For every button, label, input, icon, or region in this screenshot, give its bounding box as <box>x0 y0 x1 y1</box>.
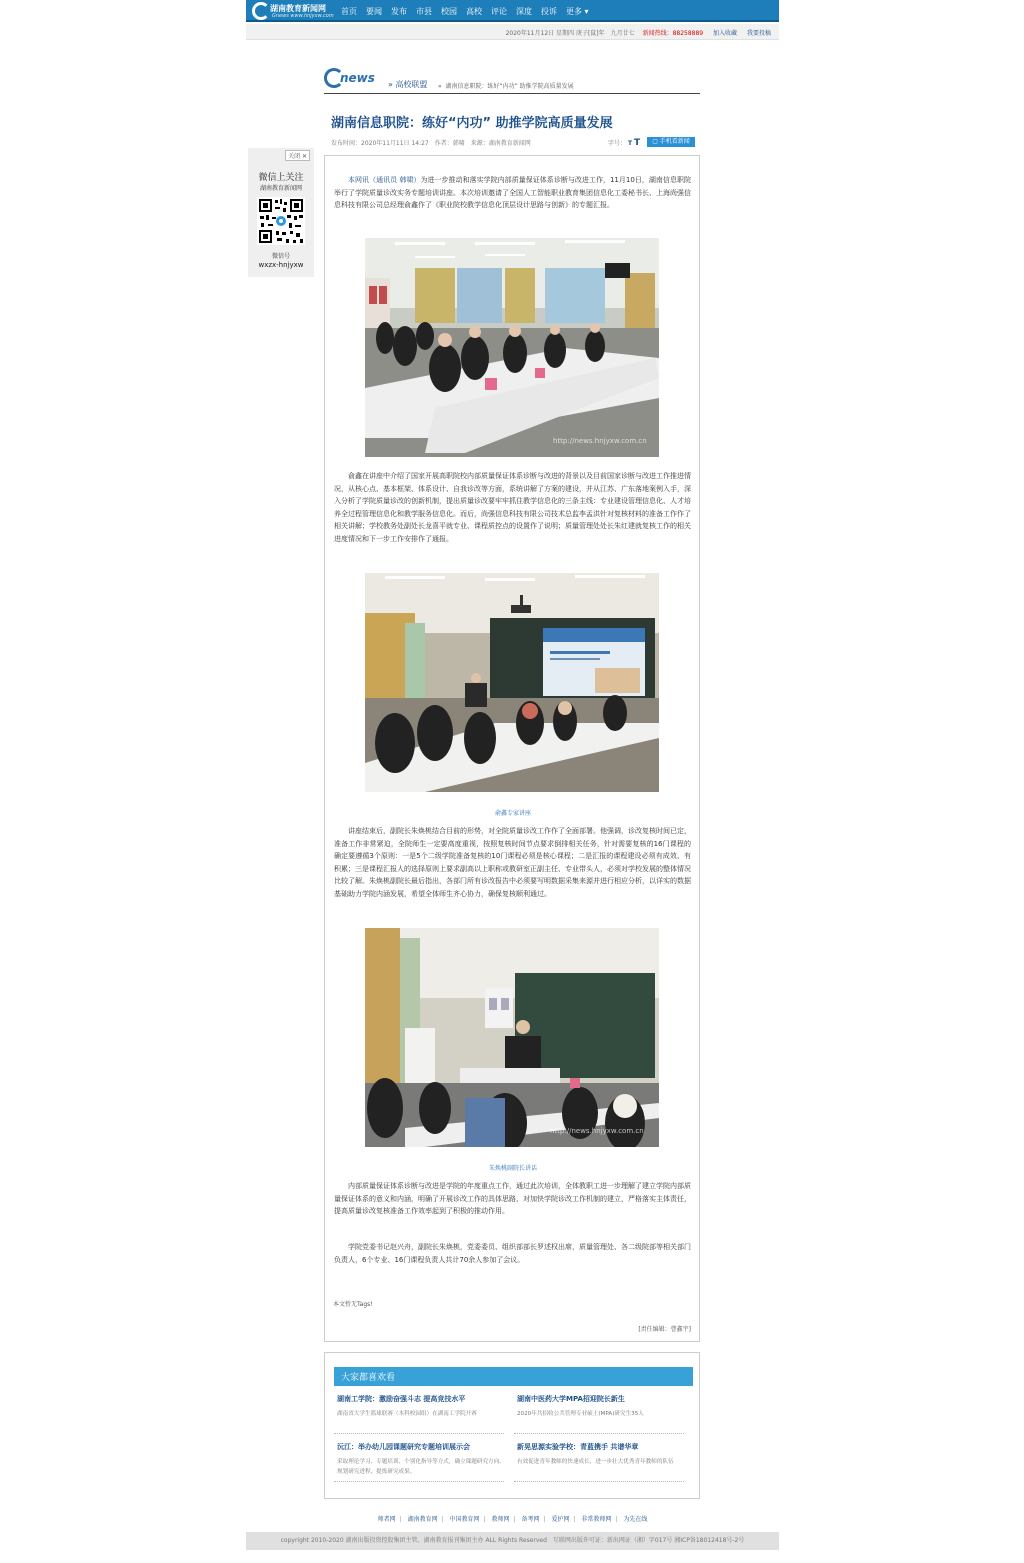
recommend-item[interactable] <box>337 1442 507 1477</box>
recommend-box <box>324 1352 700 1499</box>
byline: 本网讯（通讯员 韩啸） <box>348 176 421 184</box>
menu-item-campus[interactable]: 校园 <box>441 6 457 16</box>
top-info-bar <box>246 24 779 40</box>
main-menu <box>341 0 598 22</box>
footer-link[interactable]: 中国教育网 <box>449 1516 480 1523</box>
recommend-item-title[interactable]: 湖南中医药大学MPA招迎院长新生 <box>517 1395 625 1403</box>
divider <box>334 1433 504 1434</box>
footer-link[interactable]: 教师网 <box>491 1516 510 1523</box>
recommend-item-title[interactable]: 沅江：举办幼儿园课题研究专题培训展示会 <box>337 1443 470 1451</box>
menu-item-release[interactable]: 发布 <box>391 6 407 16</box>
article-meta: 发布时间：2020年11月11日 14:27 作者：韩啸 来源：湖南教育新闻网 <box>331 140 531 147</box>
recommend-item-title[interactable]: 湖南工学院：激励奋强斗志 提高竞技水平 <box>337 1395 466 1403</box>
footer-link[interactable]: 湖南教育网 <box>407 1516 438 1523</box>
wechat-id-label: 微信号 <box>271 253 290 260</box>
contribute-link[interactable]: 我要投稿 <box>746 30 771 37</box>
recommend-item-desc: 采取理论学习、专题培训、个别化指导等方式，确立课题研究方向、规划研究进程、提炼研究成果。 <box>337 1459 505 1475</box>
recommend-item[interactable] <box>517 1442 687 1467</box>
paragraph-2: 俞鑫在讲座中介绍了国家开展高职院校内部质量保证体系诊断与改进的背景以及目前国家诊断与改进工作推进情况，从核心点、基本框架、体系设计、自我诊改等方面，系统讲解了方案的建设，并从江苏、广东落地案例入手，深入分析了学院质量诊改的创新机制，提出质量诊改要牢牢抓住教学信息化的三条主线：专业建设管理信息化、人才培养全过程管理信息化和教学服务信息化。而后，尚强信息科技有限公司技术总监李孟洪针对复核材料的准备工作作了相关讲解；学校教务处副处长龙喜平就专业、课程质控点的设置作了说明；质量管理处处长朱红建就复核工作的相关进度情况和下一步工作安排作了通报。 <box>334 472 691 543</box>
recommend-item[interactable] <box>337 1394 507 1419</box>
font-size-control: 字号： T T <box>608 138 641 148</box>
paragraph-3: 讲座结束后，副院长朱焕桃结合目前的形势，对全院质量诊改工作作了全面部署。他强调，诊改复核时间已定，准备工作非常紧迫，全院师生一定要高度重视，按照复核时间节点要求倒排相关任务，针对需要复核的16门课程的确定要遵循3个原则：一是5个二级学院准备复核的10门课程必须是核心课程；二是汇报的课程建设必须有成效、有积累；三是课程汇报人的选择原则上要求副高以上职称或教研室正副主任、专业带头人，必须对学校发展的整体情况比较了解。朱焕桃副院长最后指出，各部门所有诊改报告中必须要写明数据采集来源并进行相应分析，以详实的数据基础助力学院内涵发展，希望全体师生齐心协力，确保复核顺利通过。 <box>334 827 691 898</box>
article-body <box>324 155 700 1342</box>
site-logo[interactable] <box>252 2 338 20</box>
wechat-sub: 湖南教育新闻网 <box>259 185 302 192</box>
footer-link[interactable]: 师者网 <box>377 1516 396 1523</box>
logo-mark <box>252 2 270 20</box>
footer-link[interactable]: 为先在线 <box>623 1516 648 1523</box>
photo-seminar-audience <box>365 238 659 457</box>
wechat-id: wxzx-hnjyxw <box>258 261 304 269</box>
site-name-sub: Gnews www.hnjyxw.com <box>272 13 334 19</box>
wechat-float <box>248 148 314 277</box>
photo-vice-president-speech <box>365 928 659 1147</box>
photo-expert-lecture <box>365 573 659 792</box>
recommend-item-desc: 有效促进青年教师的快速成长，进一步壮大优秀青年教师的队伍 <box>517 1459 674 1465</box>
divider <box>514 1481 684 1482</box>
footer-link[interactable]: 爱护网 <box>551 1516 570 1523</box>
article-title: 湖南信息职院：练好“内功” 助推学院高质量发展 <box>331 116 613 131</box>
add-favorite-link[interactable]: 加入收藏 <box>713 30 738 37</box>
breadcrumb <box>324 66 700 94</box>
breadcrumb-current: » 湖南信息职院：练好“内功” 助推学院高质量发展 <box>438 83 574 90</box>
paragraph-1: 本网讯（通讯员 韩啸）为进一步推动和落实学院内部质量保证体系诊断与改进工作，11月10日，湖南信息职院举行了学院质量诊改实务专题培训讲座。本次培训邀请了全国人工智能职业教育集团信息化工委秘书长、上海尚强信息科技有限公司总经理俞鑫作了《职业院校教学信息化顶层设计思路与创新》的专题汇报。 <box>334 176 691 210</box>
font-small-button[interactable]: T <box>627 140 633 147</box>
divider <box>334 1481 504 1482</box>
mobile-view-button[interactable]: ▢ 手机看新闻 <box>647 137 695 147</box>
footer-link[interactable]: 非常教师网 <box>581 1516 612 1523</box>
recommend-heading: 大家都喜欢看 <box>334 1367 693 1386</box>
breadcrumb-section[interactable]: » 高校联盟 <box>388 80 428 89</box>
menu-item-county[interactable]: 市县 <box>416 6 432 16</box>
gnews-logo-text: news <box>340 71 375 85</box>
recommend-item-desc: 2020年共招收公共管理专业硕士(MPA)研究生35人 <box>517 1411 644 1417</box>
menu-item-complaint[interactable]: 投诉 <box>541 6 557 16</box>
recommend-item[interactable] <box>517 1394 687 1419</box>
date-text: 2020年11月12日 星期四 庚子[鼠]年 九月廿七 <box>505 30 635 37</box>
menu-item-home[interactable]: 首页 <box>341 6 357 16</box>
wechat-heading: 微信上关注 <box>258 173 304 183</box>
qr-code-icon <box>257 197 305 245</box>
paragraph-5: 学院党委书记赵兴舟，副院长朱焕桃，党委委员、组织部部长罗述权出席，质量管理处、各二级院部等相关部门负责人，6个专业、16门课程负责人共计70余人参加了会议。 <box>334 1243 691 1264</box>
divider <box>514 1433 684 1434</box>
font-large-button[interactable]: T <box>633 138 641 148</box>
gnews-logo[interactable] <box>324 68 384 88</box>
caption-vice-president-speech: 朱焕桃副院长讲话 <box>488 1165 537 1172</box>
top-nav <box>246 0 779 22</box>
paragraph-4: 内部质量保证体系诊断与改进是学院的年度重点工作，通过此次培训，全体教职工进一步理解了建立学院内部质量保证体系的意义和内涵，明确了开展诊改工作的具体思路，对加快学院诊改工作机制的建立，严格落实主体责任，提高质量诊改复核准备工作效率起到了积极的推动作用。 <box>334 1182 691 1216</box>
menu-item-news[interactable]: 要闻 <box>366 6 382 16</box>
caption-expert-lecture: 俞鑫专家讲座 <box>494 810 531 817</box>
article-editor: [责任编辑：曹鑫宇] <box>638 1326 691 1333</box>
site-name: 湖南教育新闻网 <box>270 4 326 13</box>
photo-watermark-2: http://news.hnjyxw.com.cn <box>550 1127 644 1135</box>
article-tags: 本文暂无Tags! <box>333 1301 373 1308</box>
recommend-item-title[interactable]: 新晃思源实验学校：青蓝携手 共谱华章 <box>517 1443 639 1451</box>
hotline: 新闻热线：88258889 <box>642 30 704 37</box>
recommend-item-desc: 湖南省大学生篮球联赛（本科校园组）在湖南工学院开赛 <box>337 1411 477 1417</box>
footer-link[interactable]: 备考网 <box>521 1516 540 1523</box>
footer-links: 师者网 | 湖南教育网 | 中国教育网 | 教师网 | 备考网 | 爱护网 | 非常教师网 | 为先在线 <box>377 1516 648 1523</box>
menu-item-college[interactable]: 高校 <box>466 6 482 16</box>
close-wechat-button[interactable]: 关闭 ✕ <box>285 150 310 161</box>
menu-item-more[interactable]: 更多 ▾ <box>566 6 589 16</box>
photo-watermark: http://news.hnjyxw.com.cn <box>553 437 647 445</box>
menu-item-depth[interactable]: 深度 <box>516 6 532 16</box>
menu-item-comment[interactable]: 评论 <box>491 6 507 16</box>
copyright: copyright 2010-2020 湖南出版投资控股集团主管、湖南教育报刊集团主办 ALL Rights Reserved 互联网出版许可证：新出网证（湘）字017号 湘ICP备18012418号-2号 <box>246 1532 779 1550</box>
